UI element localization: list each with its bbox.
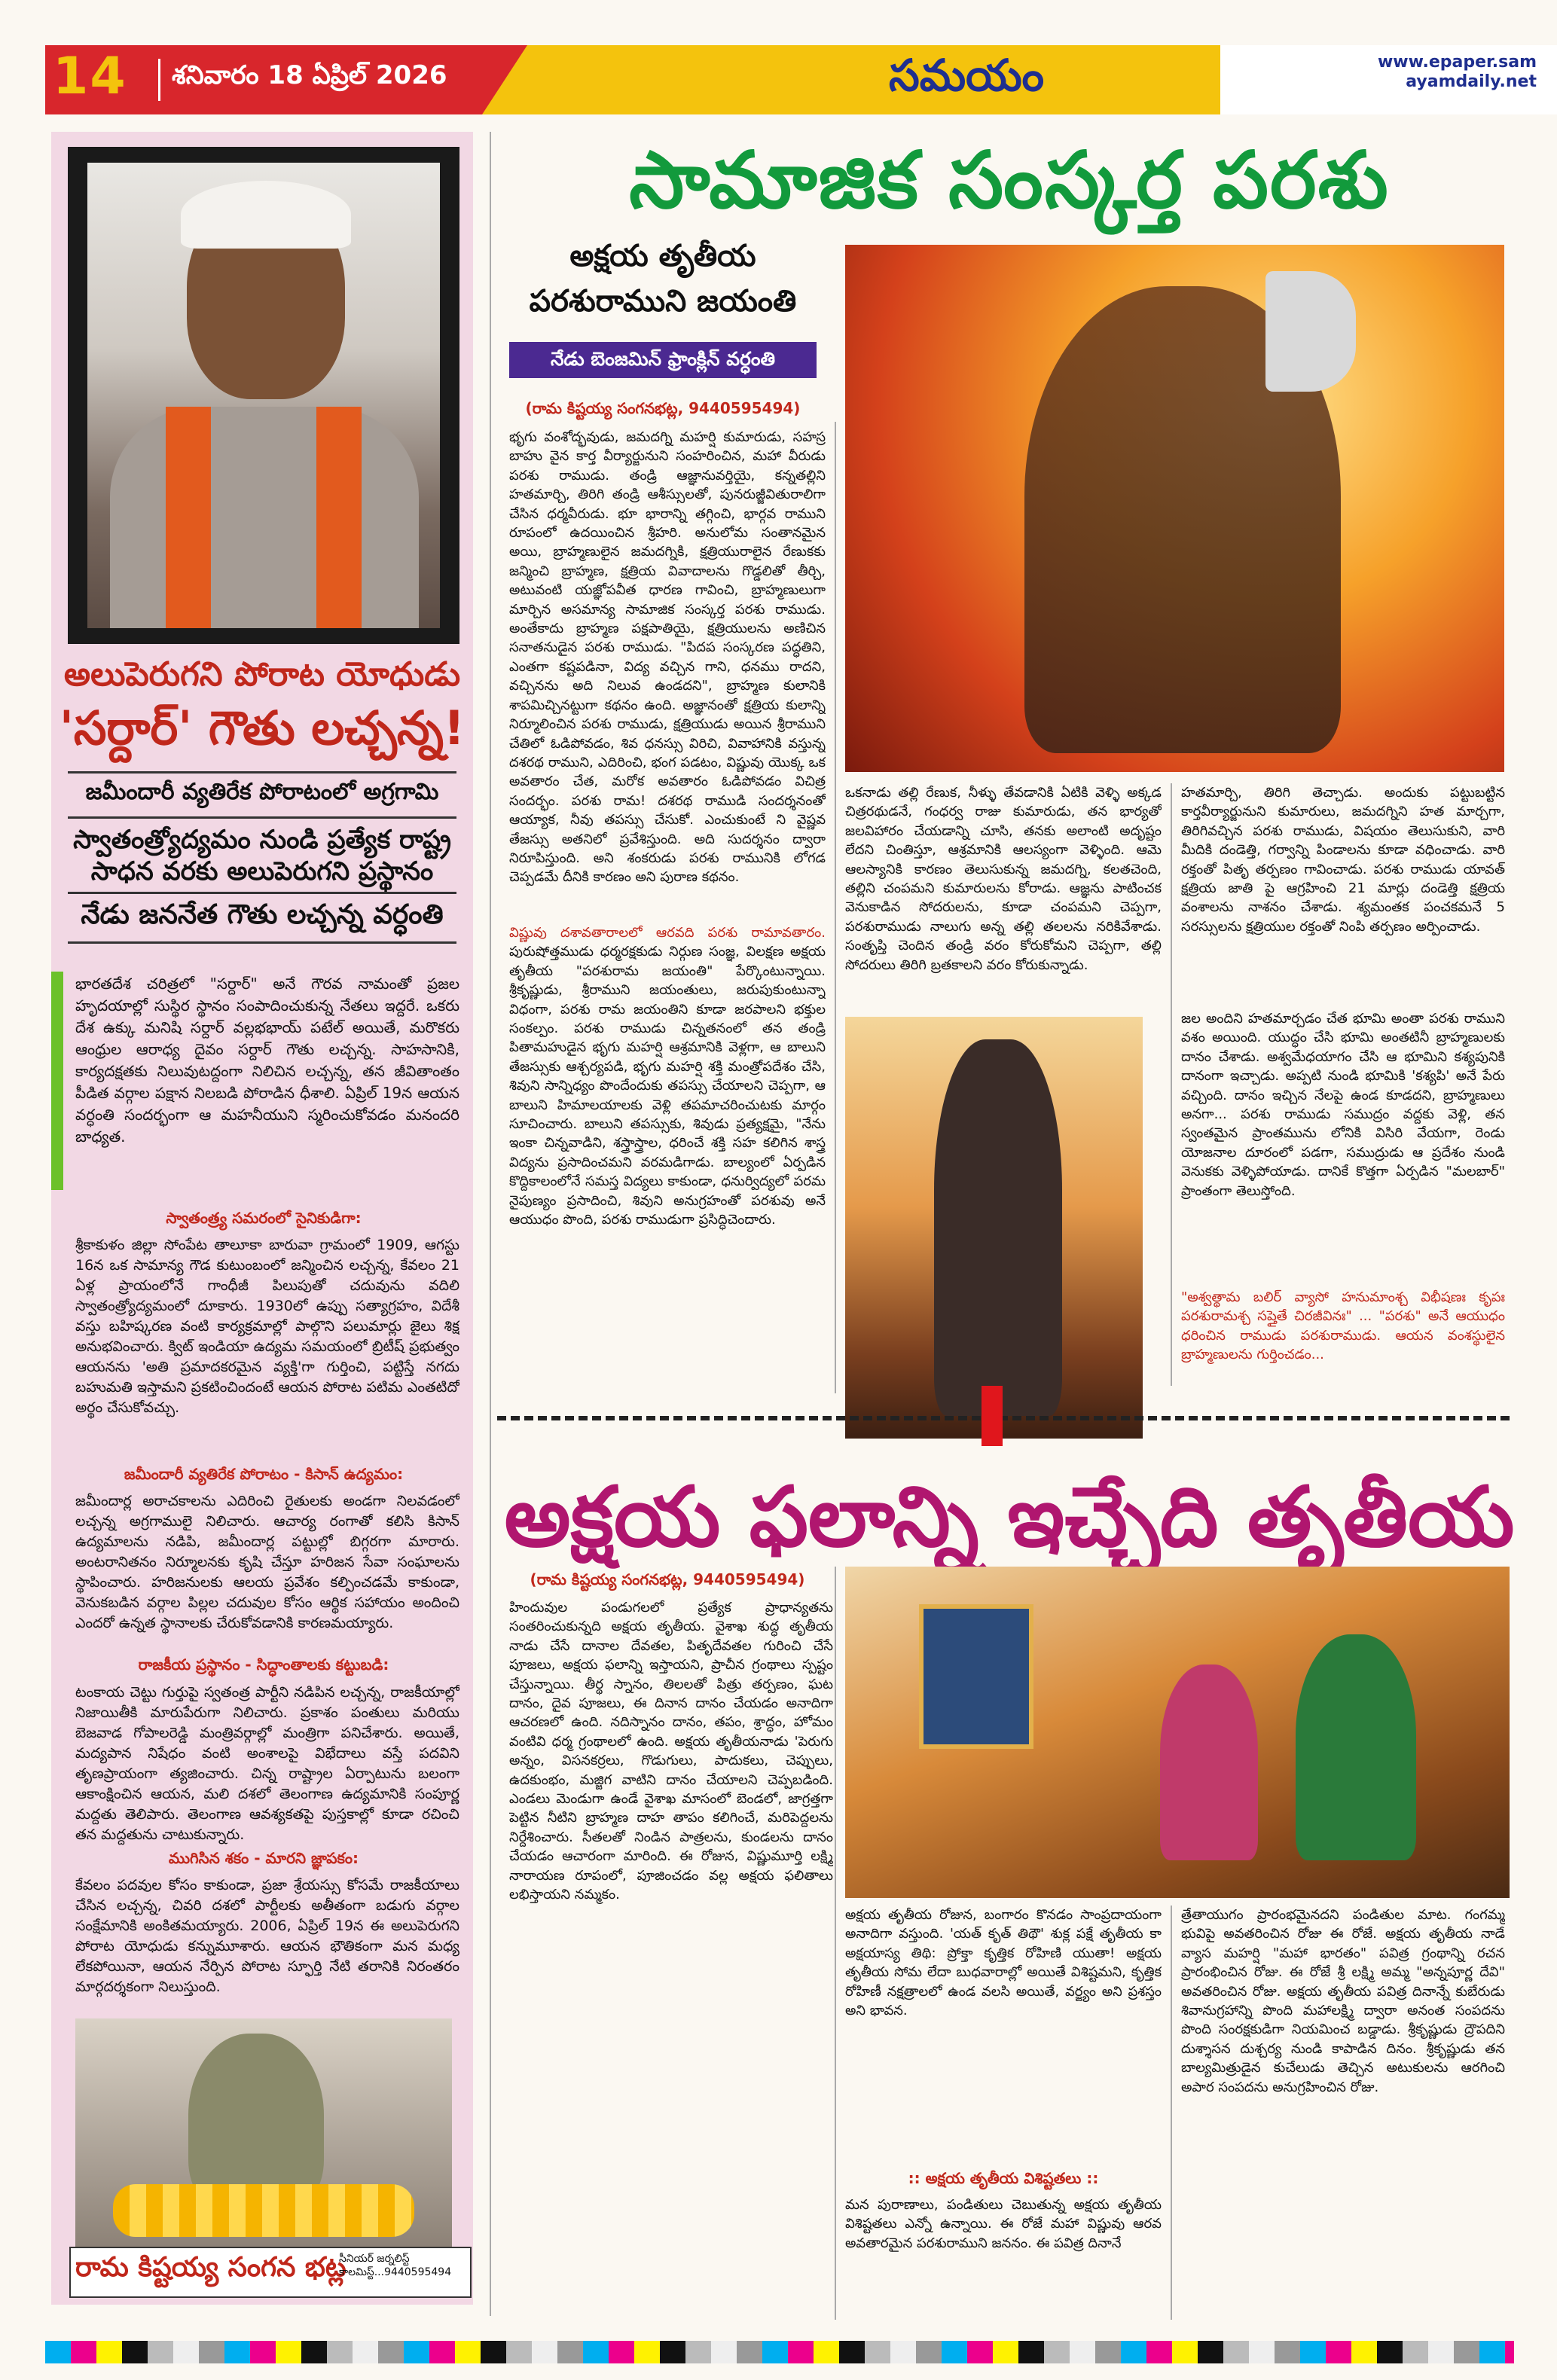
left-section3-title: రాజకీయ ప్రస్థానం - సిద్ధాంతాలకు కట్టుబడి: <box>138 1655 389 1674</box>
date-line: శనివారం 18 ఏప్రిల్ 2026 <box>172 60 447 90</box>
left-headline: 'సర్దార్' గౌతు లచ్చన్న! <box>59 700 466 755</box>
left-subhead-1: జమీందారీ వ్యతిరేక పోరాటంలో అగ్రగామి <box>85 779 439 805</box>
girl-figure <box>1160 1664 1258 1860</box>
top-article-title: సామాజిక సంస్కర్త పరశు <box>629 134 1390 226</box>
top-subtitle-line1: అక్షయ తృతీయ <box>569 239 756 273</box>
portrait-body <box>110 407 419 628</box>
deity-portrait <box>919 1604 1033 1749</box>
left-section4-body: కేవలం పదవుల కోసం కాకుండా, ప్రజా శ్రేయస్సు కోసమే రాజకీయాలు చేసిన లచ్చన్న, చివరి దశలో పార్టీలకు అతీతంగా బడుగు వర్గాల సంక్షేమానికి అంకితమయ్యారు. 2006, ఏప్రిల్ 19న ఈ అలుపెరుగని పోరాట యోధుడు కన్నుమూశారు. ఆయన భౌతికంగా మన మధ్య లేకపోయినా, ఆయన నేర్పిన పోరాట స్ఫూర్తి నేటి తరానికి నిరంతరం మార్గదర్శకంగా నిలుస్తుంది. <box>75 1877 459 1995</box>
left-intro-text: భారతదేశ చరిత్రలో "సర్దార్" అనే గౌరవ నామంతో ప్రజల హృదయాల్లో సుస్థిర స్థానం సంపాదించుకున్న నేతలు ఇద్దరే. ఒకరు దేశ ఉక్కు మనిషి సర్దార్ వల్లభభాయ్ పటేల్ అయితే, మరొకరు ఆంధ్రుల ఆరాధ్య దైవం సర్దార్ గౌతు లచ్చన్న. సాహసానికి, కార్యదక్షతకు నిలువుటద్దంగా నిలిచిన లచ్చన్న, తన జీవితాంతం పీడిత వర్గాల పక్షాన నిలబడి పోరాడిన ధీశాలి. ఏప్రిల్ 19న ఆయన వర్ధంతి సందర్భంగా ఆ మహనీయుని స్మరించుకోవడం మనందరి బాధ్యత. <box>75 975 459 1146</box>
paper-name: సమయం <box>889 50 1045 101</box>
header-bar-yellow <box>482 45 1220 114</box>
byline-role-line1: సీనియర్ జర్నలిస్ట్ <box>339 2253 410 2265</box>
warrior-figure <box>934 1039 1062 1416</box>
portrait-scarf-right <box>316 407 362 628</box>
portrait-hair <box>181 181 351 249</box>
bottom-col2-text: అక్షయ తృతీయ రోజున, బంగారం కొనడం సాంప్రదాయంగా అనాదిగా వస్తుంది. 'యత్ కృత్ తిథౌ' శుక్ల పక్షే తృతీయ కా అక్షయాస్య తిథి: ప్రోక్తా కృత్తిక రోహిణి యుతా! అక్షయ తృతీయ సోమ లేదా బుధవారాల్లో అయితే విశిష్టమని, కృత్తిక రోహిణీ నక్షత్రాలలో ఉండ వలసి అయితే, వర్జ్యం అని ప్రశస్తం అని భావన. <box>845 1907 1162 2019</box>
top-col2-text: ఒకనాడు తల్లి రేణుక, నీళ్ళు తేవడానికి ఏటికి వెళ్ళి అక్కడ చిత్రరథుడనే, గంధర్వ రాజు కుమారుడు, తన భార్యతో జలవిహారం చేయడాన్ని చూసి, తనకు అలాంటి అదృష్టం లేదని చింతిస్తూ, ఆశ్రమానికి ఆలస్యంగా వెళ్ళింది. ఆమె ఆలస్యానికి కారణం తెలుసుకున్న జమదగ్ని, కలతచెంది, తల్లిని చంపమని కుమారులను కోరాడు. ఆజ్ఞను పాటించక వెనుకాడిన సోదరులను, కూడా చంపమని చెప్పగా, పరశురాముడు నాలుగు అన్న తల్లి తలలను నరికివేశాడు. సంతృప్తి చెందిన తండ్రి వరం కోరుకోమని చెప్పగా, తల్లి సోదరులు తిరిగి బ్రతకాలని వరం కోరుకున్నాడు. <box>845 785 1162 973</box>
column-rule-left <box>490 132 491 2316</box>
top-article-byline: (రామ కిష్టయ్య సంగనభట్ల, 9440595494) <box>525 399 801 417</box>
left-rule-1 <box>68 771 456 774</box>
byline-role <box>339 2252 467 2279</box>
left-subhead-3: నేడు జననేత గౌతు లచ్చన్న వర్ధంతి <box>81 899 444 930</box>
left-rule-2 <box>68 816 456 819</box>
top-col1b-lead: విష్ణువు దశావతారాలలో ఆరవది పరశు రామావతారం. <box>509 925 826 941</box>
left-headline-kicker: అలుపెరుగని పోరాట యోధుడు <box>63 655 461 694</box>
bottom-article-byline: (రామ కిష్టయ్య సంగనభట్ల, 9440595494) <box>530 1570 805 1588</box>
portrait-scarf-left <box>166 407 211 628</box>
top-article-subtitle <box>512 233 814 324</box>
top-quote-text: "అశ్వత్థామ బలిర్ వ్యాసో హనుమాంశ్చ విభీషణః కృపః పరశురామశ్చ సప్తైతే చిరజీవినః" ... "పరశు" అనే ఆయుధం ధరించిన రాముడు పరశురాముడు. ఆయన వంశస్థులైన బ్రాహ్మణులను గుర్తించడం... <box>1181 1289 1505 1363</box>
left-section3-body: టంకాయ చెట్టు గుర్తుపై స్వతంత్ర పార్టీని నడిపిన లచ్చన్న, రాజకీయాల్లో నిజాయితీకి మారుపేరుగా నిలిచారు. ప్రకాశం పంతులు మరియు బెజవాడ గోపాలరెడ్డి మంత్రివర్గాల్లో మంత్రిగా పనిచేశారు. అయితే, మద్యపాన నిషేధం వంటి అంశాలపై విభేదాలు వస్తే పదవిని తృణప్రాయంగా త్యజించారు. చిన్న రాష్ట్రాల ఏర్పాటును బలంగా ఆకాంక్షించిన ఆయన, మలి దశలో తెలంగాణ ఉద్యమానికి సంపూర్ణ మద్దతు తెలిపారు. తెలంగాణ ఆవశ్యకతపై పుస్తకాల్లో కూడా రచించి తన మద్దతును చాటుకున్నారు. <box>75 1684 459 1843</box>
byline-name: రామ కిష్టయ్య సంగన భట్ల <box>75 2252 347 2283</box>
left-section2-body: జమీందార్ల అరాచకాలను ఎదిరించి రైతులకు అండగా నిలవడంలో లచ్చన్న అగ్రగాములై నిలిచారు. ఆచార్య రంగాతో కలిసి కిసాన్ ఉద్యమాలను నడిపి, జమీందార్ల పట్టుల్లో బిగ్గరగా మారారు. అంటరానితనం నిర్మూలనకు కృషి చేస్తూ హరిజన సేవా సంఘాలను స్థాపించారు. హరిజనులకు ఆలయ ప్రవేశం కల్పించడమే కాకుండా, వెనుకబడిన వర్గాల పిల్లల చదువుల కోసం ఆర్థిక సహాయం అందించి ఎందరో ఉన్నత స్థానాలకు చేరుకోవడానికి కారణమయ్యారు. <box>75 1493 459 1631</box>
top-col1b-text <box>509 923 826 1383</box>
byline-role-line2: కాలమిస్ట్...9440595494 <box>339 2266 452 2278</box>
left-rule-3 <box>68 892 456 894</box>
url-line2: ayamdaily.net <box>1406 72 1537 91</box>
flower-garland <box>113 2184 414 2237</box>
left-subhead-2: స్వాతంత్ర్యోద్యమం నుండి ప్రత్యేక రాష్ట్ర సాధన వరకు అలుపెరుగని ప్రస్థానం <box>73 825 451 886</box>
top-col1b-body: పురుషోత్తముడు ధర్మరక్షకుడు నిర్గుణ సంజ్ఞ, విలక్షణ అక్షయ తృతీయ "పరశురామ జయంతి" పేర్కొంటున్నాయి. శ్రీకృష్ణుడు, శ్రీరాముని జయంతులు, జరుపుకుంటున్నా విధంగా, పరశు రామ జయంతిని కూడా జరపాలని భక్తుల సంకల్పం. పరశు రాముడు చిన్నతనంలో తన తండ్రి పితామహుడైన భృగు మహర్షి ఆశ్రమానికి వెళ్లగా, ఆ బాలుని తేజస్సుకు ఆశ్చర్యపడి, భృగు మహర్షి శక్తి మంత్రోపదేశం చేసి, శివుని సాన్నిధ్యం పొందేందుకు తపస్సు చేయాలని చెప్పగా, ఆ బాలుని హిమాలయాలకు వెళ్లి తపమాచరించుటకు మార్గం సూచించారు. బాలుని తపస్సుకు, శివుడు ప్రత్యక్షమై, "నేను ఇంకా చిన్నవాడిని, శస్త్రాస్త్రాల, ధరించే శక్తి సహ కలిగిన శాస్త్ర విద్యను ప్రసాదించమని వరమడిగాడు. బాల్యంలో ఏర్పడిన కొద్దికాలంలోనే సమస్త విద్యలు కాకుండా, ధనుర్విద్యలో పరమ నైపుణ్యం ప్రసాదించి, శివుని అనుగ్రహంతో పరశువు అనే ఆయుధం పొంది, పరశు రాముడుగా ప్రసిద్ధిచెందారు. <box>509 944 826 1228</box>
epaper-url[interactable] <box>1356 53 1537 92</box>
top-article-banner-text: నేడు బెంజమిన్ ఫ్రాంక్లిన్ వర్ధంతి <box>550 348 776 370</box>
bottom-subheading: :: అక్షయ తృతీయ విశిష్టతలు :: <box>908 2169 1099 2187</box>
bottom-col1-text: హిందువుల పండుగలలో ప్రత్యేక ప్రాధాన్యతను సంతరించుకున్నది అక్షయ తృతీయ. వైశాఖ శుద్ధ తృతీయ నాడు చేసే దానాల దేవతల, పితృదేవతల గురించి చేసే పూజలు, అక్షయ ఫలాన్ని ఇస్తాయని, ప్రాచీన గ్రంథాలు స్పష్టం చేస్తున్నాయి. తీర్థ స్నానం, తిలలతో పిత్రు తర్పణం, ఘట దానం, దైవ పూజలు, ఈ దినాన దానం చేయడం అనాదిగా ఆచరణలో ఉంది. నదిస్నానం దానం, తపం, శ్రాద్ధం, హోమం వంటివి ధర్మ గ్రంథాలలో ఉంది. అక్షయ తృతీయనాడు 'పెరుగు అన్నం, విసనకర్రలు, గొడుగులు, పాదుకలు, చెప్పులు, ఉదకుంభం, మజ్జిగ వాటిని దానం చేయాలని చెప్పబడింది. ఎండలు మెండుగా ఉండే వైశాఖ మాసంలో బెండలో, జాగ్రత్తగా పెట్టిన నీటిని బ్రాహ్మణ దాహ తాపం కలిగించే, మరిపెద్దలను నిర్దేశించారు. సీతలతో నిండిన పాత్రలను, కుండలను దానం చేయడం ఆచారంగా మారింది. ఈ రోజున, విష్ణుమూర్తి లక్ష్మి నారాయణ రూపంలో, పూజించడం వల్ల అక్షయ ఫలితాలు లభిస్తాయని నమ్మకం. <box>509 1600 833 1903</box>
left-section2-title: జమీందారీ వ్యతిరేక పోరాటం - కిసాన్ ఉద్యమం: <box>124 1465 404 1483</box>
bottom-col3-text: త్రేతాయుగం ప్రారంభమైనదని పండితుల మాట. గంగమ్మ భువిపై అవతరించిన రోజు ఈ రోజే. అక్షయ తృతీయ నాడే వ్యాస మహర్షి "మహా భారతం" పవిత్ర గ్రంథాన్ని రచన ప్రారంభించిన రోజు. ఈ రోజే శ్రీ లక్ష్మి అమ్మ "అన్నపూర్ణ దేవి" అవతరించిన రోజు. అక్షయ తృతీయ పవిత్ర దినాన్నే కుబేరుడు శివానుగ్రహాన్ని పొంది మహాలక్ష్మి ద్వారా అనంత సంపదను పొంది సంరక్షకుడిగా నియమించ బడ్డాడు. శ్రీకృష్ణుడు ద్రౌపదిని దుశ్శాసన దుశ్చర్య నుండి కాపాడిన దినం. శ్రీకృష్ణుడు తన బాల్యమిత్రుడైన కుచేలుడు తెచ్చిన అటుకులను ఆరగించి అపార సంపదను అనుగ్రహించిన రోజు. <box>1181 1907 1505 2095</box>
column-rule-top-right <box>1171 783 1172 1386</box>
bottom-article-title: అక్షయ ఫలాన్ని ఇచ్చేది తృతీయ <box>504 1469 1515 1565</box>
left-section1-body: శ్రీకాకుళం జిల్లా సోంపేట తాలూకా బారువా గ్రామంలో 1909, ఆగస్టు 16న ఒక సామాన్య గౌడ కుటుంబంలో జన్మించిన లచ్చన్న, కేవలం 21 ఏళ్ల ప్రాయంలోనే గాంధీజీ పిలుపుతో చదువును వదిలి స్వాతంత్ర్యోద్యమంలో దూకారు. 1930లో ఉప్పు సత్యాగ్రహం, విదేశీ వస్తు బహిష్కరణ వంటి కార్యక్రమాల్లో పాల్గొని పలుమార్లు జైలు శిక్ష అనుభవించారు. క్విట్ ఇండియా ఉద్యమ సమయంలో బ్రిటీష్ ప్రభుత్వం ఆయనను 'అతి ప్రమాదకరమైన వ్యక్తి'గా గుర్తించి, పట్టిస్తే నగదు బహుమతి ఇస్తామని ప్రకటించిందంటే ఆయన పోరాట పటిమ ఎంతటిదో అర్థం చేసుకోవచ్చు. <box>75 1237 459 1416</box>
left-section4-title: ముగిసిన శకం - మారని జ్ఞాపకం: <box>168 1849 359 1867</box>
top-col3b-text: జల అందిని హతమార్చడం చేత భూమి అంతా పరశు రాముని వశం అయింది. యుద్ధం చేసి భూమి అంతటినీ బ్రాహ్మణులకు దానం చేశాడు. అశ్వమేధయాగం చేసి ఆ భూమిని కశ్యపునికి దానంగా ఇచ్చాడు. అప్పటి నుండి భూమికి 'కశ్యపి' అనే పేరు వచ్చింది. దానం ఇచ్చిన నేలపై ఉండ కూడదని, బ్రాహ్మణులు అనగా... పరశు రాముడు సముద్రం వద్దకు వెళ్లి, తన స్వంతమైన ప్రాంతమును లోనికి విసిరి వేయగా, రెండు యోజనాల దూరంలో పడగా, సముద్రుడు ఆ ప్రదేశం నుండి వెనుకకు వెళ్ళిపోయాడు. దానికే కొత్తగా ఏర్పడిన "మలబార్" ప్రాంతంగా తెలుస్తోంది. <box>1181 1011 1505 1199</box>
column-rule-top-mid <box>835 422 836 1393</box>
bottom-col2b-text: మన పురాణాలు, పండితులు చెబుతున్న అక్షయ తృతీయ విశిష్టతలు ఎన్నో ఉన్నాయి. ఈ రోజే మహా విష్ణువు ఆరవ అవతారమైన పరశురాముని జననం. ఈ పవిత్ర దినానే <box>845 2197 1162 2251</box>
left-section1-title: స్వాతంత్ర్య సమరంలో సైనికుడిగా: <box>166 1209 362 1227</box>
top-subtitle-line2: పరశురాముని జయంతి <box>529 284 797 319</box>
woman-figure <box>1296 1634 1416 1860</box>
url-line1: www.epaper.sam <box>1377 53 1537 72</box>
column-rule-bottom-right <box>1171 1906 1172 2320</box>
header-divider <box>158 59 160 101</box>
separator-marker <box>982 1386 1003 1446</box>
left-rule-4 <box>68 941 456 944</box>
print-color-bar <box>45 2341 1514 2363</box>
left-accent-bar <box>51 972 63 1190</box>
section-separator <box>497 1416 1510 1420</box>
top-col3-text: హతమార్చి, తిరిగి తెచ్చాడు. అందుకు పట్టుబట్టిన కార్తవీర్యార్జునుని కుమారులు, జమదగ్నిని హత మార్చగా, తిరిగివచ్చిన పరశు రాముడు, విషయం తెలుసుకుని, వారి మీదికి దండెత్తి, గర్వాన్ని పిండాలను కూడా వధించాడు. వారి రక్తంతో పితృ తర్పణం గావించాడు. పరశు రాముడు యావత్ క్షత్రియ జాతి పై ఆగ్రహించి 21 మార్లు దండెత్తి క్షత్రియ వంశాలను నాశనం చేశాడు. శ్యమంతక పంచకమనే 5 సరస్సులను క్షత్రియుల రక్తంతో నింపి తర్పణం అర్పించాడు. <box>1181 785 1505 935</box>
top-col1-text: భృగు వంశోద్భవుడు, జమదగ్ని మహర్షి కుమారుడు, సహస్ర బాహు వైన కార్త వీర్యార్జునుని సంహరించిన, మహా వీరుడు పరశు రాముడు. తండ్రి ఆజ్ఞానువర్తియై, కన్నతల్లిని హతమార్చి, తిరిగి తండ్రి ఆశీస్సులతో, పునరుజ్జీవితురాలిగా చేసిన ధర్మవీరుడు. భూ భారాన్ని తగ్గించి, భార్గవ రాముని రూపంలో ఉదయించిన శ్రీహరి. అనులోమ సంతానమైన అయి, బ్రాహ్మణులైన జమదగ్నికి, క్షత్రియురాలైన రేణుకకు జన్మించి బ్రాహ్మణ, క్షత్రియ వివాదాలను గొడ్డలితో తీర్చి, అటువంటి యజ్ఞోపవీత ధారణ గావించి, బ్రాహ్మణులుగా మార్చిన అసమాన్య సామాజిక సంస్కర్త పరశు రాముడు. అంతేకాదు బ్రాహ్మణ పక్షపాతియై, క్షత్రియులను అణిచిన సనాతనుడైన పరశు రాముడు. "పిదప సంస్కరణ పద్ధతిని, ఎంతగా కష్టపడినా, విద్య వచ్చిన గాని, ధనము రాదని, వచ్చినను అది నిలువ ఉండదని", బ్రాహ్మణ కులానికి శాపమిచ్చినట్టుగా కథనం ఉంది. అజ్ఞానంతో క్షత్రియ కులాన్ని నిర్మూలించిన పరశు రాముడు, క్షత్రియుడు అయిన శ్రీరాముని చేతిలో ఓడిపోవడం, శివ ధనస్సు విరిచి, వివాహానికి వస్తున్న దశరథ రాముని, ఎదిరించి, భంగ పడటం, విష్ణువు యొక్క ఒక అవతారం చేత, మరోక అవతారం ఓడిపోవడం విచిత్ర సందర్భం. పరశు రామ! దశరథ రాముడి సందర్శనంతో ఆయ్యాక, నీవు తపస్సు చేసుకో. ఎంచుకుంటే ని వైష్ణవ తేజస్సు అతనిలో ప్రవేశిస్తుంది. అది సుదర్శనం ద్వారా నిరూపిస్తుంది. అని శంకరుడు పరశు రామునికి లోగడ చెప్పడమే దీనికి కారణం అని పురాణ కథనం. <box>509 429 826 886</box>
page-number: 14 <box>53 47 127 106</box>
column-rule-bottom-mid <box>835 1567 836 2320</box>
axe-icon <box>1265 271 1356 392</box>
